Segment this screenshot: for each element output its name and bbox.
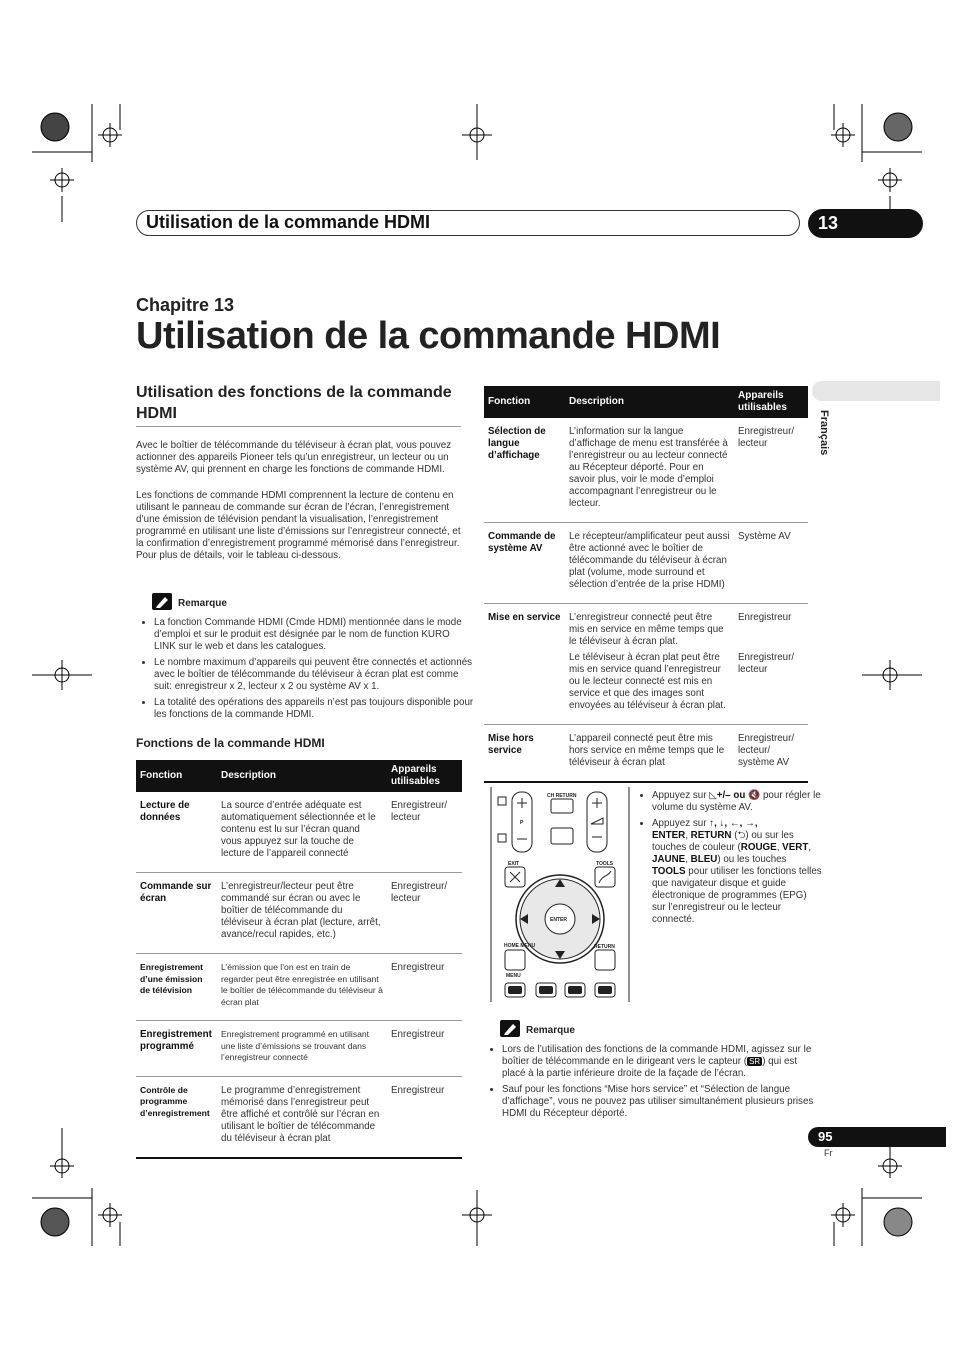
cell-description: Le récepteur/amplificateur peut aussi être actionné avec le boîtier de télécommande du téléviseur à écran plat (volume, mode surround et sélection d’entrée de la prise HDMI): [565, 523, 734, 604]
text: BLEU: [690, 854, 718, 865]
text: pour régler le volume du système AV.: [652, 790, 821, 813]
arrow-keys: ↑, ↓, ←, →,: [709, 818, 758, 829]
ch-return-label: CH RETURN: [547, 793, 577, 799]
cell-appareils-part: Enregistreur: [738, 612, 792, 623]
cell-appareils: Enregistreur/ lecteur: [387, 873, 462, 954]
table-row: [136, 954, 462, 1021]
return-label: RETURN: [594, 944, 615, 950]
table-row: [136, 873, 462, 954]
text: Lors de l’utilisation des fonctions de la commande HDMI, agissez sur le boîtier de télécommande en le dirigeant vers le capteur (: [502, 1044, 812, 1067]
cell-fonction: Contrôle de programme d’enregistrement: [136, 1076, 217, 1158]
table-row: [484, 523, 808, 604]
p-label: P: [520, 820, 524, 826]
note-heading: Remarque: [526, 1025, 575, 1036]
cell-description: La source d’entrée adéquate est automatiquement sélectionnée et le contenu est lu sur l’écran quand vous appuyez sur la touche de lecture de l’appareil connecté: [217, 792, 387, 873]
functions-table-right: [484, 386, 808, 783]
cell-appareils: Enregistreur: [387, 954, 462, 1021]
tools-label: TOOLS: [596, 861, 614, 867]
cell-appareils: Enregistreur/ lecteur: [734, 418, 808, 523]
text: RETURN: [690, 830, 732, 841]
text: ENTER: [652, 830, 686, 841]
section-title: Utilisation des fonctions de la commande HDMI: [136, 384, 452, 422]
remote-instructions: [638, 790, 822, 930]
cell-fonction: Enregistrement programmé: [136, 1021, 217, 1077]
section-rule: [136, 426, 461, 427]
menu-label: MENU: [506, 973, 521, 979]
table-row: [484, 418, 808, 523]
intro-paragraph-1: Avec le boîtier de télécommande du téléviseur à écran plat, vous pouvez actionner des appareils Pioneer tels qu’un enregistreur, un lecteur ou un système AV, qui prennent en charge les fonctions de commande HDMI.: [136, 440, 452, 475]
note-icon: [152, 593, 172, 610]
cell-appareils-part: Enregistreur/ lecteur: [738, 652, 795, 675]
cell-fonction: Commande sur écran: [136, 873, 217, 954]
text: Appuyez sur: [652, 790, 710, 801]
page-title: Utilisation de la commande HDMI: [136, 315, 721, 357]
cell-description: L’enregistreur/lecteur peut être commandé sur écran ou avec le boîtier de télécommande du téléviseur à écran plat (lecture, arrêt, avance/recul rapides, etc.): [217, 873, 387, 954]
col-header-appareils: Appareils utilisables: [387, 760, 462, 792]
text: JAUNE: [652, 854, 686, 865]
note-item: • La fonction Commande HDMI (Cmde HDMI) mentionnée dans le mode d’emploi et sur le produit est désignée par le nom de function KURO LINK sur le web et dans les catalogues.: [154, 617, 474, 653]
language-label: Français: [818, 410, 830, 456]
cell-fonction: Mise en service: [484, 604, 565, 725]
language-tab: [812, 381, 940, 401]
volume-icon: ◺: [709, 790, 717, 801]
cell-description-part: L’enregistreur connecté peut être mis en service en même temps que le téléviseur à écran plat.: [569, 612, 724, 647]
intro-paragraph-2: Les fonctions de commande HDMI comprennent la lecture de contenu en utilisant le panneau de commande sur écran de l’écran, l’enregistrement d’une émission de télévision pendant la visualisation, l’enregistrement programmé en utilisant une liste d’émissions sur l’enregistreur connecté, et la confirmation d’enregistrement programmé mémorisé dans l’enregistreur. Pour plus de détails, voir le tableau ci-dessous.: [136, 490, 461, 561]
enter-label: ENTER: [550, 917, 567, 923]
home-menu-label: HOME MENU: [504, 943, 536, 949]
page-number: 95: [808, 1127, 946, 1147]
note-list: [140, 617, 474, 725]
remote-instruction-navigation: • Appuyez sur ↑, ↓, ←, →, ENTER, RETURN (⮌) ou sur les touches de couleur (ROUGE, VERT, JAUNE, BLEU) ou les touches TOOLS pour utiliser les fonctions telles que navigateur disque et guide électronique de programmes (EPG) sur l’enregistreur ou le lecteur connecté.: [652, 818, 822, 926]
exit-label: EXIT: [508, 861, 520, 867]
text: +/– ou: [716, 790, 749, 801]
subsection-title: Fonctions de la commande HDMI: [136, 736, 325, 750]
text: TOOLS: [652, 866, 686, 877]
cell-description: Le programme d’enregistrement mémorisé dans l’enregistreur peut être affiché et contrôlé sur l’écran en utilisant le boîtier de télécommande du téléviseur à écran plat: [217, 1076, 387, 1158]
table-row: [136, 1076, 462, 1158]
cell-fonction: Lecture de données: [136, 792, 217, 873]
cell-appareils: Enregistreur/ lecteur: [387, 792, 462, 873]
header-title: Utilisation de la commande HDMI: [146, 212, 431, 232]
cell-description: Enregistrement programmé en utilisant une liste d’émissions se trouvant dans l’enregistreur connecté: [217, 1021, 387, 1077]
text: ROUGE: [740, 842, 777, 853]
cell-description-part: Le téléviseur à écran plat peut être mis en service quand l’enregistreur ou le lecteur connecté est mis en service et que des images sont envoyées au téléviseur à écran plat.: [569, 652, 726, 711]
table-row: [136, 792, 462, 873]
table-row: [136, 1021, 462, 1077]
mute-icon: 🔇: [748, 790, 761, 801]
page-language: Fr: [824, 1148, 833, 1158]
text: ) ou les touches: [717, 854, 787, 865]
note-item: • Sauf pour les fonctions “Mise hors service” et “Sélection de langue d’affichage”, vous ne pouvez pas utiliser simultanément plusieurs prises HDMI du Récepteur déporté.: [502, 1084, 822, 1120]
note-icon: [500, 1020, 520, 1037]
text: VERT: [782, 842, 809, 853]
table-row: [484, 725, 808, 783]
note-list: [488, 1044, 822, 1124]
col-header-fonction: Fonction: [484, 386, 565, 418]
cell-fonction: Mise hors service: [484, 725, 565, 783]
cell-description: [565, 604, 734, 725]
text: Appuyez sur: [652, 818, 710, 829]
col-header-appareils: Appareils utilisables: [734, 386, 808, 418]
col-header-description: Description: [565, 386, 734, 418]
cell-fonction: Enregistrement d’une émission de télévision: [136, 954, 217, 1021]
text: ) ou sur les touches de couleur (: [652, 830, 794, 853]
header-chapter-number: 13: [808, 209, 923, 238]
cell-appareils: Enregistreur/ lecteur/ système AV: [734, 725, 808, 783]
sensor-icon: SR: [749, 1057, 761, 1066]
text: pour utiliser les fonctions telles que navigateur disque et guide électronique de programmes (EPG) sur l’enregistreur ou le lecteur connecté.: [652, 866, 822, 925]
cell-fonction: Commande de système AV: [484, 523, 565, 604]
cell-fonction: Sélection de langue d’affichage: [484, 418, 565, 523]
cell-appareils: [734, 604, 808, 725]
table-row: [484, 604, 808, 725]
text: ) qui est placé à la partie inférieure droite de la façade de l’écran.: [502, 1056, 798, 1079]
remote-illustration: [490, 787, 630, 1002]
col-header-description: Description: [217, 760, 387, 792]
chapter-label: Chapitre 13: [136, 295, 235, 315]
functions-table-left: [136, 760, 462, 1159]
cell-description: L’émission que l’on est en train de regarder peut être enregistrée en utilisant le boîtier de télécommande du téléviseur à écran plat: [217, 954, 387, 1021]
note-item: • La totalité des opérations des appareils n’est pas toujours disponible pour les fonctions de la commande HDMI.: [154, 697, 474, 721]
note-item: • Le nombre maximum d’appareils qui peuvent être connectés et actionnés avec le boîtier de télécommande du téléviseur à écran plat est comme suit: enregistreur x 2, lecteur x 2 ou système AV x 1.: [154, 657, 474, 693]
cell-appareils: Enregistreur: [387, 1021, 462, 1077]
return-icon: ⮌: [737, 830, 746, 841]
note-item: [502, 1044, 822, 1080]
cell-description: L’information sur la langue d’affichage de menu est transférée à l’enregistreur ou au lecteur connecté au Récepteur déporté. Pour en savoir plus, voir le mode d’emploi accompagnant l’enregistreur ou le lecteur.: [565, 418, 734, 523]
cell-appareils: Enregistreur: [387, 1076, 462, 1158]
col-header-fonction: Fonction: [136, 760, 217, 792]
note-heading: Remarque: [178, 598, 227, 609]
remote-instruction-volume: [652, 790, 822, 814]
cell-description: L’appareil connecté peut être mis hors service en même temps que le téléviseur à écran plat: [565, 725, 734, 783]
cell-appareils: Système AV: [734, 523, 808, 604]
